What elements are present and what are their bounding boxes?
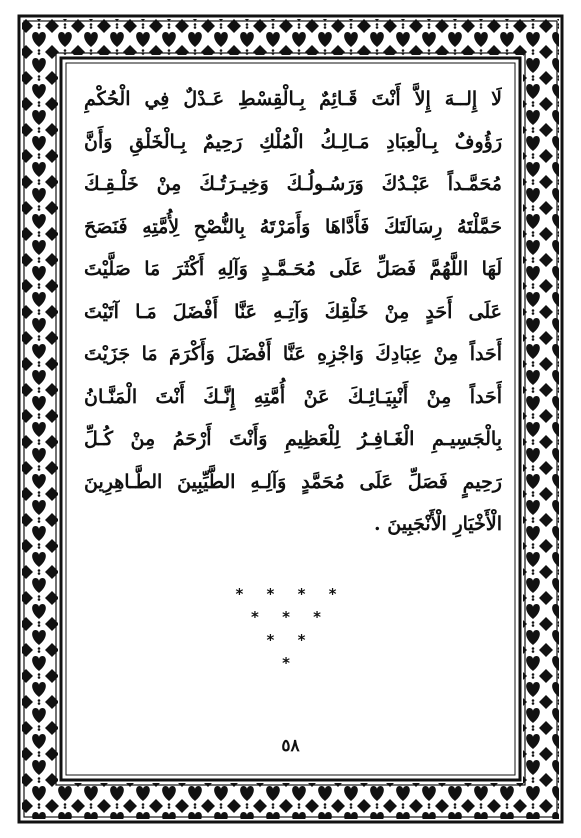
page-number: ٥٨ — [281, 736, 300, 756]
text-line: أَحَداً مِنْ أَنْبِيَـائِـكَ عَنْ أُمَّتِهِ إِنَّـكَ أَنْتَ الْمَنَّـانُ — [84, 385, 502, 408]
text-line: حَمَّلْتَهُ رِسَالَتَكَ فَأَدَّاهَا وَأَمَرْتَهُ بِالنُّصْحِ لِأُمَّتِهِ فَنَصَحَ — [84, 215, 502, 238]
text-line: لَهَا اللَّهُمَّ فَصَلِّ عَلَى مُحَـمَّـدٍ وَآلِهِ أَكْثَرَ مَا صَلَّيْتَ — [84, 258, 502, 280]
text-line: رَحِيمٍ فَصَلِّ عَلَى مُحَمَّدٍ وَآلِـهِ الطَّيِّبِينَ الطَّـاهِرِينَ — [84, 470, 502, 493]
asterisk-ornament — [0, 583, 581, 675]
text-line: عَلَى أَحَدٍ مِنْ خَلْقِكَ وَآتِـهِ عَنَّا أَفْضَلَ مَـا آتَيْتَ — [84, 300, 502, 323]
text-line: أَحَداً مِنْ عِبَادِكَ وَاجْزِهِ عَنَّا أَفْضَلَ وَأَكْرَمَ مَا جَزَيْتَ — [84, 343, 502, 365]
prayer-text — [84, 78, 502, 568]
ornament-row: * * * — [251, 608, 330, 626]
text-line-final: الْأَخْيَارِ الْأَنْجَبِينَ . — [374, 513, 502, 535]
ornament-row: * * * * — [235, 585, 346, 603]
ornament-row: * * — [266, 631, 315, 649]
text-line: مُحَمَّـداً عَبْـدُكَ وَرَسُـولُـكَ وَخِيـرَتُـكَ مِنْ خَلْـقِـكَ — [84, 173, 502, 195]
text-line: لَا إِلــهَ إِلاَّ أَنْتَ قَـائِمٌ بِـالْقِسْطِ عَـدْلٌ فِي الْحُكْمِ — [84, 88, 502, 110]
text-line: رَؤُوفٌ بِـالْعِبَادِ مَـالِـكُ الْمُلْكِ رَحِيمٌ بِـالْخَلْقِ وَأَنَّ — [84, 130, 502, 153]
ornament-row: * — [282, 654, 299, 672]
text-line: بِالْجَسِيـمِ الْغَـافِـرُ لِلْعَظِيمِ وَأَنْتَ أَرْحَمُ مِنْ كُـلِّ — [84, 428, 502, 450]
